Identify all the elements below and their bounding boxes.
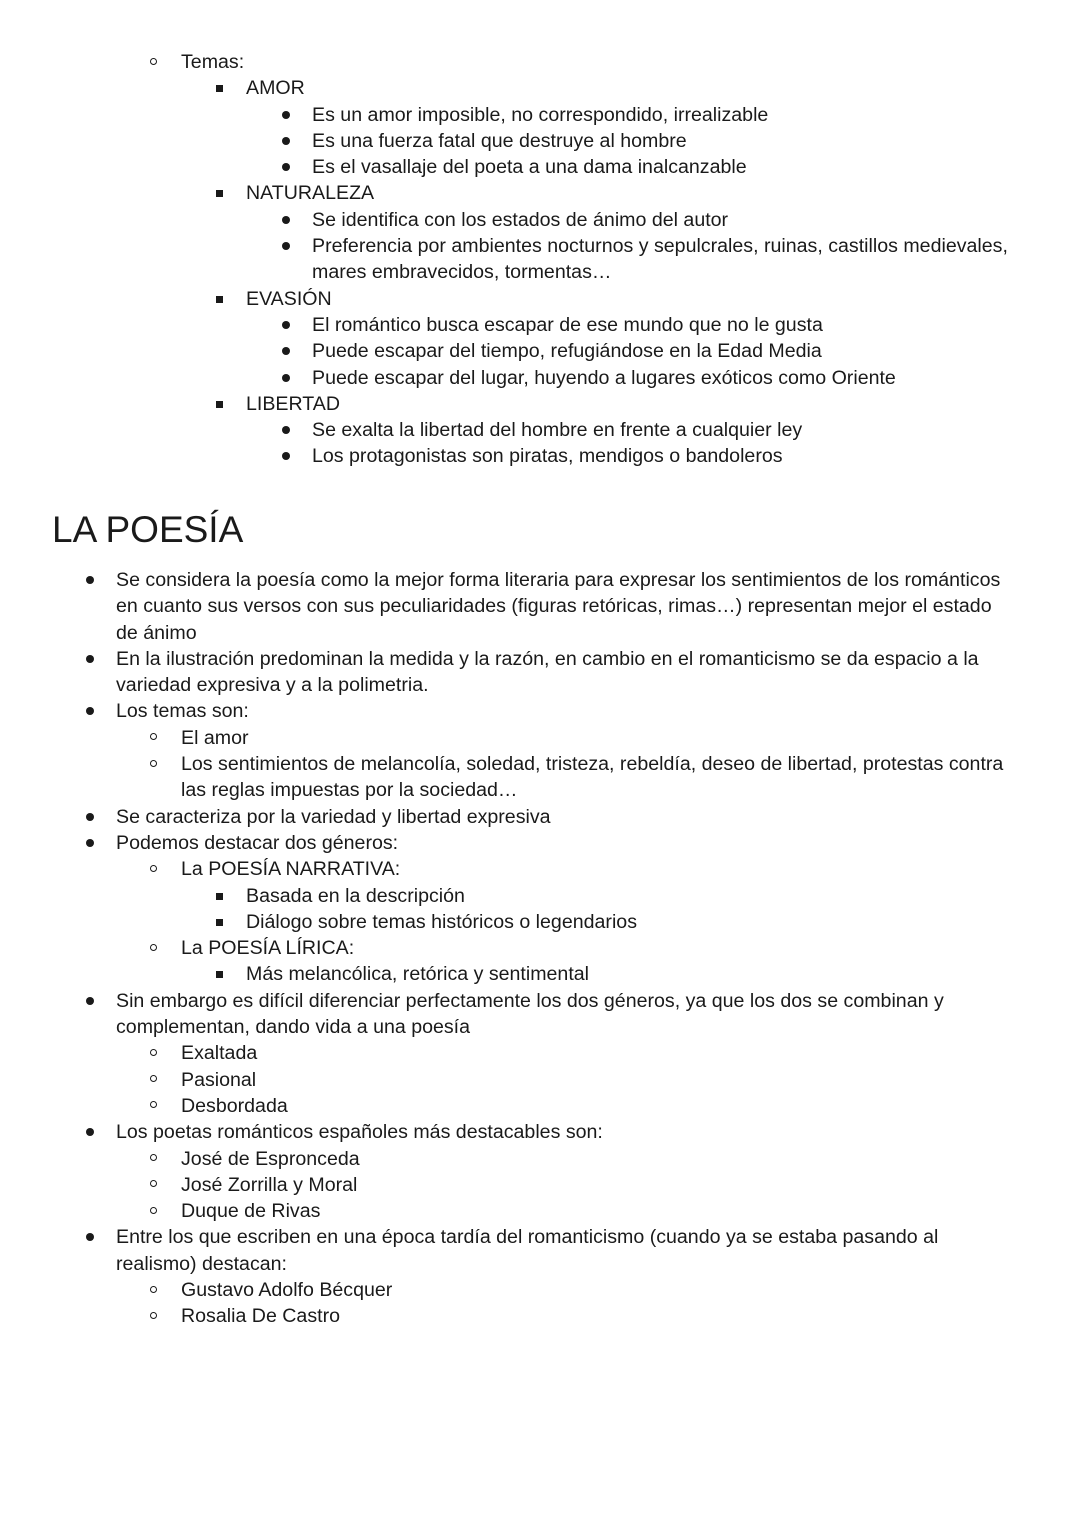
- bullet-dot-icon: [282, 216, 290, 224]
- bullet-circle-icon: [150, 865, 157, 872]
- bullet-dot-icon: [282, 137, 290, 145]
- list-item: [0, 1251, 1080, 1277]
- bullet-dot-icon: [86, 813, 94, 821]
- bullet-dot-icon: [282, 163, 290, 171]
- bullet-circle-icon: [150, 1312, 157, 1319]
- bullet-circle-icon: [150, 1101, 157, 1108]
- list-item: [0, 567, 1080, 593]
- list-item: [0, 102, 1080, 128]
- list-item: [0, 593, 1080, 619]
- list-item-text: Es el vasallaje del poeta a una dama inalcanzable: [312, 156, 747, 179]
- list-item: [0, 883, 1080, 909]
- list-item: [0, 1277, 1080, 1303]
- list-item-text: las reglas impuestas por la sociedad…: [181, 779, 518, 802]
- list-item-text: Preferencia por ambientes nocturnos y sepulcrales, ruinas, castillos medievales,: [312, 235, 1008, 258]
- list-item: [0, 1067, 1080, 1093]
- list-item: [0, 1119, 1080, 1145]
- list-item-text: Se considera la poesía como la mejor forma literaria para expresar los sentimientos de los románticos: [116, 569, 1001, 591]
- bullet-dot-icon: [86, 576, 94, 584]
- list-item: [0, 725, 1080, 751]
- list-item-text: complementan, dando vida a una poesía: [116, 1016, 471, 1039]
- list-item: [0, 777, 1080, 803]
- bullet-dot-icon: [86, 1233, 94, 1241]
- list-item: [0, 856, 1080, 882]
- list-item-text: Gustavo Adolfo Bécquer: [181, 1279, 393, 1302]
- list-item: [0, 1040, 1080, 1066]
- list-item-text: Basada en la descripción: [246, 884, 465, 907]
- list-item: [0, 698, 1080, 724]
- list-item: [0, 1303, 1080, 1329]
- bullet-dot-icon: [282, 347, 290, 355]
- list-item-text: Rosalia De Castro: [181, 1305, 340, 1328]
- bullet-circle-icon: [150, 944, 157, 951]
- bullet-dot-icon: [282, 321, 290, 329]
- list-item-text: LIBERTAD: [246, 392, 341, 415]
- bullet-dot-icon: [86, 1128, 94, 1136]
- list-item-text: Es una fuerza fatal que destruye al hombre: [312, 129, 687, 152]
- list-item: [0, 646, 1080, 672]
- list-item-text: Entre los que escriben en una época tardía del romanticismo (cuando ya se estaba pasando al: [116, 1226, 939, 1249]
- list-item-text: Diálogo sobre temas históricos o legendarios: [246, 910, 637, 933]
- list-item: [0, 1224, 1080, 1250]
- bullet-circle-icon: [150, 1154, 157, 1161]
- list-item-text: Sin embargo es difícil diferenciar perfectamente los dos géneros, ya que los dos se combinan y: [116, 989, 944, 1012]
- list-item: [0, 830, 1080, 856]
- list-item: [0, 988, 1080, 1014]
- list-item-text: realismo) destacan:: [116, 1252, 287, 1275]
- bullet-circle-icon: [150, 1286, 157, 1293]
- list-item-text: La POESÍA LÍRICA:: [181, 937, 355, 960]
- list-item: [0, 672, 1080, 698]
- bullet-circle-icon: [150, 1207, 157, 1214]
- list-item-text: El amor: [181, 726, 249, 749]
- bullet-circle-icon: [150, 1049, 157, 1056]
- list-item: [0, 154, 1080, 180]
- list-item: [0, 443, 1080, 469]
- list-item: [0, 935, 1080, 961]
- bullet-circle-icon: [150, 1180, 157, 1187]
- list-item: [0, 1172, 1080, 1198]
- list-item-text: Pasional: [181, 1068, 257, 1091]
- bullet-square-icon: [216, 190, 223, 197]
- list-item-text: de ánimo: [116, 621, 197, 644]
- list-item: [0, 1093, 1080, 1119]
- bullet-circle-icon: [150, 760, 157, 767]
- list-item-text: En la ilustración predominan la medida y la razón, en cambio en el romanticismo se da espacio a la: [116, 647, 979, 670]
- list-item-text: Los temas son:: [116, 700, 249, 723]
- bullet-circle-icon: [150, 58, 157, 65]
- theme-group-title: [0, 75, 1080, 101]
- bullet-circle-icon: [150, 733, 157, 740]
- list-item-text: AMOR: [246, 77, 305, 100]
- section-heading-la-poesia: LA POESÍA: [52, 509, 244, 550]
- list-item-text: variedad expresiva y a la polimetria.: [116, 674, 429, 697]
- list-item: [0, 233, 1080, 259]
- theme-group-title: [0, 391, 1080, 417]
- list-item-text: Exaltada: [181, 1042, 258, 1065]
- list-item-text: Podemos destacar dos géneros:: [116, 831, 399, 854]
- list-item-text: El romántico busca escapar de ese mundo que no le gusta: [312, 313, 823, 336]
- list-item-text: José Zorrilla y Moral: [181, 1173, 358, 1196]
- theme-group-title: [0, 180, 1080, 206]
- list-item: [0, 365, 1080, 391]
- list-item: [0, 207, 1080, 233]
- list-item: [0, 804, 1080, 830]
- bullet-dot-icon: [86, 997, 94, 1005]
- list-item-text: Los protagonistas son piratas, mendigos o bandoleros: [312, 445, 783, 468]
- poesia-list: [0, 567, 1080, 1330]
- list-item-text: Los poetas románticos españoles más destacables son:: [116, 1121, 603, 1144]
- temas-label: [0, 49, 1080, 75]
- list-item-text: Se caracteriza por la variedad y libertad expresiva: [116, 805, 551, 828]
- bullet-square-icon: [216, 401, 223, 408]
- bullet-dot-icon: [282, 111, 290, 119]
- list-item: [0, 338, 1080, 364]
- bullet-dot-icon: [86, 655, 94, 663]
- list-item-text: Se identifica con los estados de ánimo del autor: [312, 208, 729, 231]
- list-item-text: Se exalta la libertad del hombre en frente a cualquier ley: [312, 419, 803, 442]
- bullet-dot-icon: [282, 452, 290, 460]
- list-item-text: Es un amor imposible, no correspondido, irrealizable: [312, 103, 769, 126]
- list-item: [0, 1014, 1080, 1040]
- list-item-text: La POESÍA NARRATIVA:: [181, 858, 401, 881]
- list-item: [0, 961, 1080, 987]
- list-item-text: mares embravecidos, tormentas…: [312, 261, 612, 284]
- list-item: [0, 620, 1080, 646]
- list-item-text: Temas:: [181, 51, 245, 73]
- temas-section: [0, 49, 1080, 470]
- bullet-dot-icon: [86, 707, 94, 715]
- bullet-square-icon: [216, 296, 223, 303]
- list-item: [0, 751, 1080, 777]
- list-item: [0, 128, 1080, 154]
- bullet-dot-icon: [86, 839, 94, 847]
- bullet-square-icon: [216, 971, 223, 978]
- theme-group-title: [0, 286, 1080, 312]
- bullet-square-icon: [216, 85, 223, 92]
- bullet-circle-icon: [150, 1075, 157, 1082]
- list-item-text: Más melancólica, retórica y sentimental: [246, 963, 590, 986]
- list-item: [0, 417, 1080, 443]
- list-item: [0, 312, 1080, 338]
- list-item-text: José de Espronceda: [181, 1147, 360, 1170]
- list-item-text: Puede escapar del lugar, huyendo a lugares exóticos como Oriente: [312, 366, 896, 389]
- bullet-dot-icon: [282, 374, 290, 382]
- list-item-text: NATURALEZA: [246, 182, 375, 205]
- list-item: [0, 259, 1080, 285]
- list-item-text: en cuanto sus versos con sus peculiaridades (figuras retóricas, rimas…) representan mejor el estado: [116, 595, 992, 618]
- bullet-dot-icon: [282, 426, 290, 434]
- list-item: [0, 909, 1080, 935]
- bullet-dot-icon: [282, 242, 290, 250]
- list-item: [0, 1146, 1080, 1172]
- list-item-text: Duque de Rivas: [181, 1200, 321, 1223]
- list-item-text: Puede escapar del tiempo, refugiándose en la Edad Media: [312, 340, 822, 363]
- list-item-text: Desbordada: [181, 1094, 288, 1117]
- bullet-square-icon: [216, 919, 223, 926]
- list-item-text: EVASIÓN: [246, 287, 332, 310]
- bullet-square-icon: [216, 893, 223, 900]
- list-item: [0, 1198, 1080, 1224]
- list-item-text: Los sentimientos de melancolía, soledad, tristeza, rebeldía, deseo de libertad, protestas contra: [181, 753, 1004, 776]
